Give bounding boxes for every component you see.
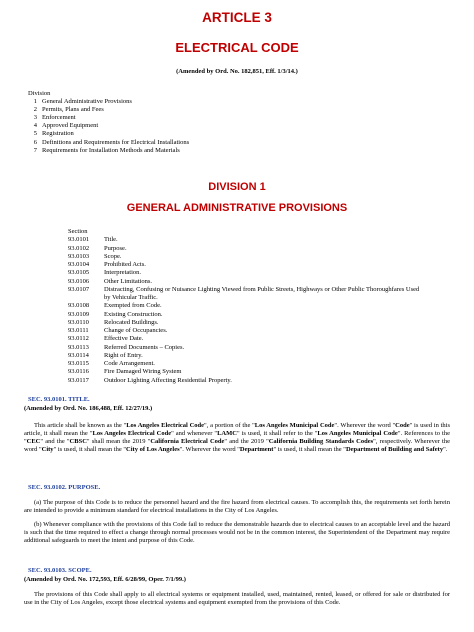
- section-list: [68, 228, 458, 385]
- section-title: Right of Entry.: [104, 351, 143, 359]
- section-title: Outdoor Lighting Affecting Residential Property.: [104, 376, 232, 384]
- section-list-item: [68, 253, 458, 261]
- section-list-item: [68, 360, 458, 368]
- division-list-item: [28, 147, 189, 155]
- section-number: 93.0113: [68, 343, 89, 351]
- section-list-item: [68, 344, 458, 352]
- division-title: Approved Equipment: [42, 122, 99, 130]
- division-number: 3: [33, 114, 37, 122]
- division-number: 4: [33, 122, 37, 130]
- section-amendment-note: (Amended by Ord. No. 186,488, Eff. 12/27/19.): [24, 405, 153, 412]
- section-list-item: [68, 352, 458, 360]
- section-number: 93.0101: [68, 236, 90, 244]
- section-title: Title.: [104, 236, 118, 244]
- section-number: 93.0110: [68, 318, 89, 326]
- section-number: 93.0102: [68, 244, 90, 252]
- section-list-item: [68, 245, 458, 253]
- section-paragraph-title: This article shall be known as the "Los Angeles Electrical Code", a portion of the "Los Angeles Municipal Code". Wherever the word "Code" is used in this article, it shall mean the "Los Angeles Electrical Code" and whenever "LAMC" is used, it shall refer to the "Los Angeles Municipal Code". References to the "CEC" and the "CBSC" shall mean the 2019 "California Electrical Code" and the 2019 "California Building Standards Codes", respectively. Wherever the word "City" is used, it shall mean the "City of Los Angeles". Wherever the word "Department" is used, it shall mean the "Department of Building and Safety".: [24, 422, 450, 454]
- division-list-item: [28, 139, 189, 147]
- division-number: 5: [33, 130, 37, 138]
- section-list-item: [68, 302, 458, 310]
- section-number: 93.0107: [68, 285, 90, 293]
- section-number: 93.0108: [68, 302, 90, 310]
- section-title: Scope.: [104, 252, 122, 260]
- section-list-item: [68, 278, 458, 286]
- section-list-item: [68, 368, 458, 376]
- article-number: ARTICLE 3: [202, 10, 272, 25]
- division-list: [28, 90, 189, 155]
- section-title: Purpose.: [104, 244, 127, 252]
- section-number: 93.0109: [68, 310, 90, 318]
- division-title: Definitions and Requirements for Electrical Installations: [42, 138, 190, 146]
- section-number: 93.0115: [68, 360, 89, 367]
- section-amendment-note: (Amended by Ord. No. 172,593, Eff. 6/28/99, Oper. 7/1/99.): [24, 576, 186, 583]
- section-title: Other Limitations.: [104, 277, 153, 285]
- section-title: Existing Construction.: [104, 310, 163, 318]
- section-list-item: [68, 327, 458, 335]
- section-list-item: [68, 269, 458, 277]
- section-number: 93.0114: [68, 351, 89, 359]
- division-number: 1: [33, 98, 37, 106]
- division-title: Permits, Plans and Fees: [42, 106, 104, 114]
- section-title: Fire Damaged Wiring System: [104, 368, 182, 376]
- section-paragraph-purpose-a: (a) The purpose of this Code is to reduce the personnel hazard and the fire hazard from electrical causes. To accomplish this, the requirements set forth herein are intended to provide a minimum standard for electrical installations in the City of Los Angeles.: [24, 499, 450, 515]
- section-title: Exempted from Code.: [104, 302, 162, 310]
- section-list-item: [68, 311, 458, 319]
- section-title: Effective Date.: [104, 335, 144, 343]
- division-list-label: Division: [28, 90, 51, 97]
- division-number: 2: [33, 106, 37, 114]
- division-title-heading: GENERAL ADMINISTRATIVE PROVISIONS: [126, 202, 348, 214]
- section-title: Code Arrangement.: [104, 360, 155, 367]
- section-heading-purpose: SEC. 93.0102. PURPOSE.: [28, 484, 101, 491]
- section-paragraph-purpose-b: (b) Whenever compliance with the provisions of this Code fail to reduce the demonstrable hazards due to electrical causes to an acceptable level and the hazard is such that the time required to effect a change through normal processes would not be in the common interest, the Superintendent of the Department may require additional safeguards to meet the intent and purpose of this Code.: [24, 521, 450, 545]
- section-title: Referred Documents – Copies.: [104, 343, 185, 351]
- section-number: 93.0116: [68, 368, 89, 376]
- division-title: Requirements for Installation Methods and Materials: [42, 146, 180, 154]
- section-number: 93.0111: [68, 327, 89, 334]
- section-list-item: [68, 261, 458, 269]
- division-heading: DIVISION 1: [208, 181, 266, 193]
- section-title: Interpretation.: [104, 269, 141, 277]
- division-title: Enforcement: [42, 114, 76, 122]
- division-number: 6: [33, 138, 37, 146]
- section-list-item: [68, 377, 458, 385]
- section-title: Relocated Buildings.: [104, 318, 159, 326]
- division-number: 7: [33, 146, 37, 154]
- section-title: Change of Occupancies.: [104, 327, 168, 334]
- section-number: 93.0105: [68, 269, 90, 277]
- section-title: Prohibited Acts.: [104, 261, 146, 268]
- division-list-item: [28, 122, 189, 130]
- division-list-item: [28, 114, 189, 122]
- section-heading-scope: SEC. 93.0103. SCOPE.: [28, 567, 92, 574]
- section-number: 93.0112: [68, 335, 89, 343]
- division-list-item: [28, 106, 189, 114]
- division-title: Registration: [42, 130, 74, 138]
- division-list-item: [28, 98, 189, 106]
- section-list-item: [68, 236, 458, 244]
- section-title-continuation: by Vehicular Traffic.: [104, 294, 158, 301]
- section-number: 93.0117: [68, 376, 89, 384]
- section-heading-title: SEC. 93.0101. TITLE.: [28, 396, 90, 403]
- section-title: Distracting, Confusing or Nuisance Lighting Viewed from Public Streets, Highways or Other Public Thoroughfares Used: [104, 285, 420, 293]
- section-number: 93.0104: [68, 261, 90, 268]
- section-list-item: [68, 286, 458, 294]
- division-list-item: [28, 130, 189, 138]
- section-list-item: [68, 319, 458, 327]
- article-amendment-note: (Amended by Ord. No. 182,851, Eff. 1/3/14.): [176, 68, 298, 75]
- division-title: General Administrative Provisions: [42, 98, 132, 106]
- section-number: 93.0106: [68, 277, 90, 285]
- section-number: 93.0103: [68, 252, 90, 260]
- section-paragraph-scope: The provisions of this Code shall apply to all electrical systems or equipment installed, used, maintained, rented, leased, or offered for sale or distributed for use in the City of Los Angeles, except those electrical systems and equipment exempted from the provisions of this Code.: [24, 591, 450, 607]
- section-list-label: Section: [68, 228, 88, 235]
- article-title: ELECTRICAL CODE: [175, 40, 299, 55]
- section-list-item: [68, 335, 458, 343]
